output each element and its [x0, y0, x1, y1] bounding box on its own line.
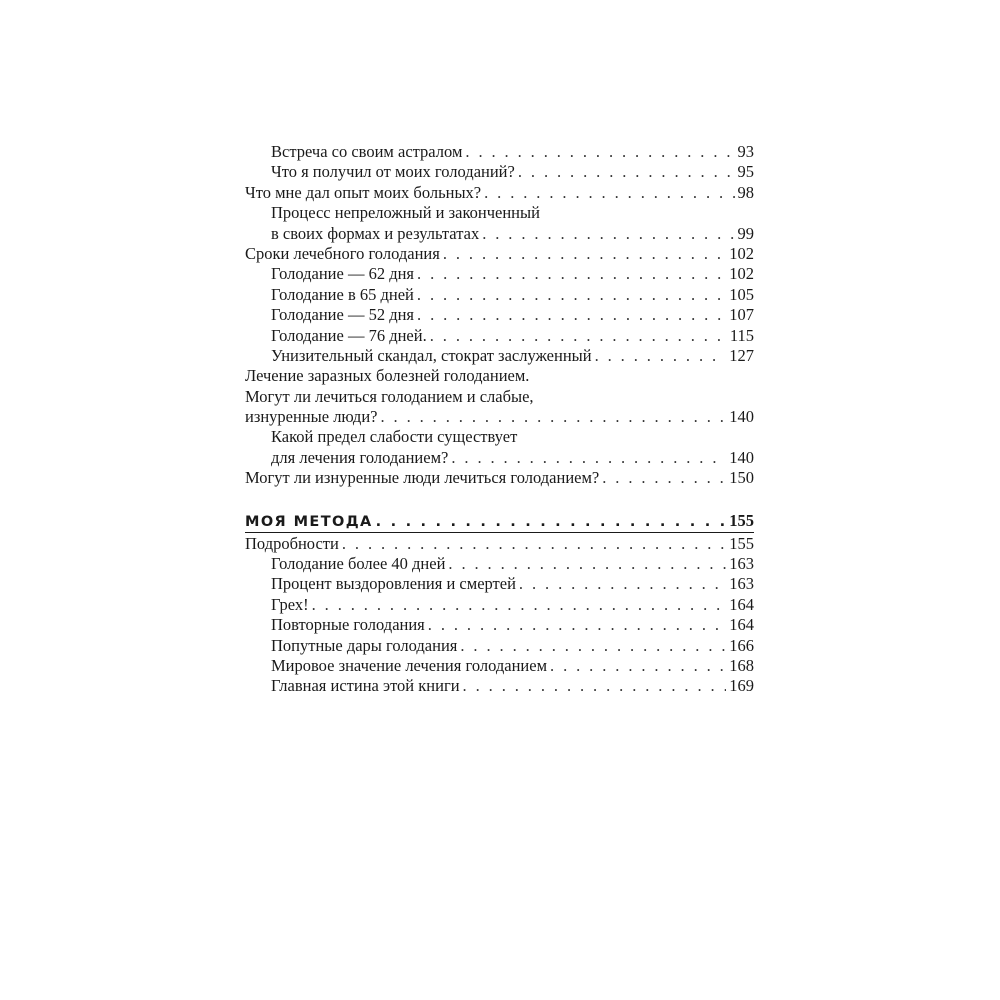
toc-entry[interactable]: [245, 554, 754, 574]
toc-entry-title: Главная истина этой книги: [271, 676, 460, 696]
toc-entry-title: Голодание — 76 дней.: [271, 325, 427, 345]
toc-entry-page: 102: [729, 243, 754, 263]
dot-leader: [428, 615, 726, 635]
toc-entry-title: изнуренные люди?: [245, 407, 378, 427]
dot-leader: [342, 534, 726, 554]
toc-entry[interactable]: [245, 448, 754, 468]
toc-entry-title: в своих формах и результатах: [271, 223, 480, 243]
dot-leader: [417, 285, 726, 305]
toc-entry[interactable]: [245, 244, 754, 264]
toc-entry-page: 155: [729, 533, 754, 553]
toc-entry-title: Попутные дары голодания: [271, 635, 458, 655]
toc-entry-page: 102: [729, 264, 754, 284]
toc-entry[interactable]: [245, 224, 754, 244]
toc-entry-title: Повторные голодания: [271, 615, 425, 635]
dot-leader: [430, 326, 727, 346]
toc-entry-title: Голодание — 52 дня: [271, 305, 415, 325]
dot-leader: [519, 574, 726, 594]
toc-entry[interactable]: [245, 142, 754, 162]
toc-entry[interactable]: [245, 676, 754, 696]
toc-entry[interactable]: [245, 183, 754, 203]
toc-entry-title: для лечения голоданием?: [271, 447, 449, 467]
toc-entry-title: Что мне дал опыт моих больных?: [245, 182, 482, 202]
toc-entry-page: 115: [729, 325, 754, 345]
toc-entry[interactable]: [245, 285, 754, 305]
toc-entry-title: Сроки лечебного голодания: [245, 243, 440, 263]
toc-entry-title: Голодание — 62 дня: [271, 264, 415, 284]
toc-entry-title: Лечение заразных болезней голоданием.: [245, 366, 530, 386]
toc-entry-page: 150: [729, 468, 754, 488]
toc-entry-title: Процесс непреложный и законченный: [271, 203, 540, 223]
section-heading-title: МОЯ МЕТОДА: [245, 513, 373, 530]
dot-leader: [484, 183, 734, 203]
toc-entry-page: 163: [729, 554, 754, 574]
toc-entry[interactable]: [245, 366, 754, 386]
toc-entry-title: Могут ли изнуренные люди лечиться голоданием?: [245, 468, 600, 488]
toc-entry[interactable]: [245, 326, 754, 346]
toc-section-heading[interactable]: [245, 510, 754, 532]
toc-entry-title: Унизительный скандал, стократ заслуженный: [271, 345, 592, 365]
toc-entry-page: 169: [729, 676, 754, 696]
toc-entry[interactable]: [245, 407, 754, 427]
toc-entry-page: 166: [729, 635, 754, 655]
toc-entry-title: Голодание в 65 дней: [271, 284, 414, 304]
toc-entry[interactable]: [245, 468, 754, 488]
toc-entry-title: Грех!: [271, 594, 309, 614]
toc-entry[interactable]: [245, 595, 754, 615]
toc-entry-page: 99: [737, 223, 754, 243]
dot-leader: [465, 142, 734, 162]
dot-leader: [448, 554, 726, 574]
toc-entry-title: Могут ли лечиться голоданием и слабые,: [245, 386, 534, 406]
toc-entry[interactable]: [245, 534, 754, 554]
toc-entry[interactable]: [245, 636, 754, 656]
toc-entry-page: 95: [737, 162, 754, 182]
toc-entry-page: 164: [729, 615, 754, 635]
toc-entry[interactable]: [245, 656, 754, 676]
dot-leader: [312, 595, 727, 615]
toc-entry[interactable]: [245, 387, 754, 407]
toc-entry-page: 140: [729, 447, 754, 467]
toc-entry-page: 98: [737, 182, 754, 202]
dot-leader: [518, 162, 735, 182]
dot-leader: [460, 636, 726, 656]
toc-entry-page: 140: [729, 407, 754, 427]
toc-entry-title: Мировое значение лечения голоданием: [271, 655, 548, 675]
toc-entry-title: Что я получил от моих голоданий?: [271, 162, 515, 182]
dot-leader: [417, 264, 726, 284]
toc-entry[interactable]: [245, 305, 754, 325]
toc-entry[interactable]: [245, 162, 754, 182]
toc-entry-title: Какой предел слабости существует: [271, 427, 518, 447]
dot-leader: [443, 244, 726, 264]
toc-entry[interactable]: [245, 264, 754, 284]
toc-entry-page: 105: [729, 284, 754, 304]
dot-leader: [595, 346, 727, 366]
dot-leader: [550, 656, 726, 676]
toc-entry[interactable]: [245, 574, 754, 594]
dot-leader: [463, 676, 727, 696]
toc-entry-page: 127: [729, 345, 754, 365]
toc-entry[interactable]: [245, 346, 754, 366]
toc-entry[interactable]: [245, 615, 754, 635]
toc-entry[interactable]: [245, 203, 754, 223]
dot-leader: [376, 511, 727, 533]
dot-leader: [482, 224, 734, 244]
toc-entry-title: Голодание более 40 дней: [271, 554, 446, 574]
dot-leader: [380, 407, 726, 427]
toc-entry-title: Процент выздоровления и смертей: [271, 574, 516, 594]
toc-entry-page: 107: [729, 305, 754, 325]
toc-entry-title: Встреча со своим астралом: [271, 142, 463, 161]
table-of-contents: [245, 142, 754, 697]
toc-entry-page: 164: [729, 594, 754, 614]
toc-entry[interactable]: [245, 427, 754, 447]
toc-entry-title: Подробности: [245, 533, 339, 553]
section-heading-page: 155: [729, 510, 754, 530]
section-spacer: [245, 489, 754, 510]
toc-entry-page: 168: [729, 655, 754, 675]
dot-leader: [417, 305, 726, 325]
toc-entry-page: 93: [737, 142, 754, 161]
dot-leader: [602, 468, 726, 488]
dot-leader: [451, 448, 726, 468]
toc-entry-page: 163: [729, 574, 754, 594]
